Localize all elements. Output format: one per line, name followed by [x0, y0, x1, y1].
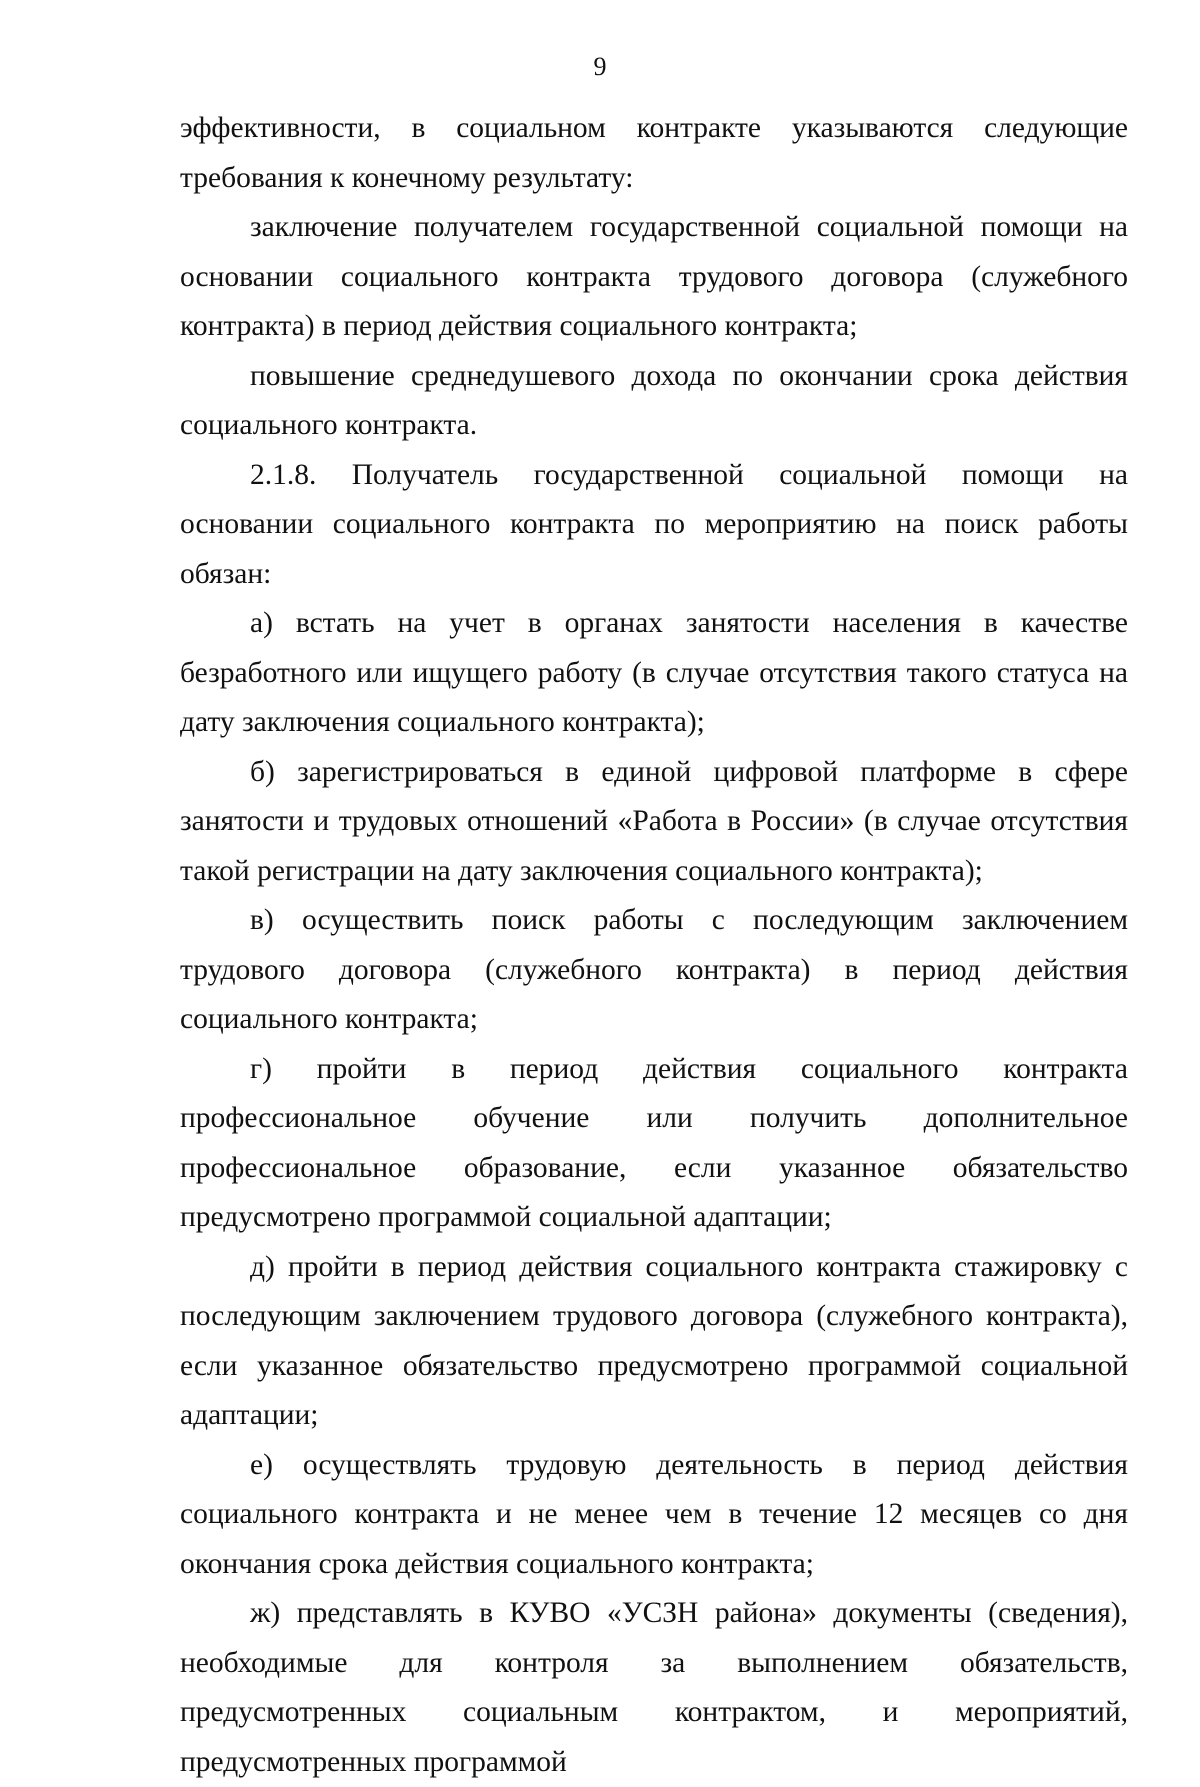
paragraph-item-a: а) встать на учет в органах занятости населения в качестве безработного или ищущего работу (в случае отсутствия такого статуса на дату заключения социального контракта); [180, 607, 1128, 738]
paragraph-section-2-1-8: 2.1.8. Получатель государственной социальной помощи на основании социального контракта по мероприятию на поиск работы обязан: [180, 458, 1128, 590]
paragraph-requirements-intro: эффективности, в социальном контракте указываются следующие требования к конечному результату: [180, 112, 1128, 194]
paragraph-income-increase: повышение среднедушевого дохода по окончании срока действия социального контракта. [180, 359, 1128, 441]
paragraph-item-d: д) пройти в период действия социального контракта стажировку с последующим заключением трудового договора (служебного контракта), если указанное обязательство предусмотрено программой социальной адаптации; [180, 1250, 1128, 1431]
paragraph-item-b: б) зарегистрироваться в единой цифровой платформе в сфере занятости и трудовых отношений «Работа в России» (в случае отсутствия такой регистрации на дату заключения социального контракта); [180, 755, 1128, 887]
page-number: 9 [593, 52, 607, 81]
paragraph-item-v: в) осуществить поиск работы с последующим заключением трудового договора (служебного контракта) в период действия социального контракта; [180, 904, 1128, 1035]
document-body [180, 104, 1128, 1787]
paragraph-item-g: г) пройти в период действия социального контракта профессиональное обучение или получить дополнительное профессиональное образование, если указанное обязательство предусмотрено программой социальной адаптации; [180, 1052, 1128, 1233]
paragraph-item-zh: ж) представлять в КУВО «УСЗН района» документы (сведения), необходимые для контроля за выполнением обязательств, предусмотренных социальным контрактом, и мероприятий, предусмотренных программой [180, 1597, 1128, 1778]
paragraph-item-e: е) осуществлять трудовую деятельность в период действия социального контракта и не менее чем в течение 12 месяцев со дня окончания срока действия социального контракта; [180, 1448, 1128, 1580]
paragraph-employment-contract: заключение получателем государственной социальной помощи на основании социального контракта трудового договора (служебного контракта) в период действия социального контракта; [180, 211, 1128, 342]
